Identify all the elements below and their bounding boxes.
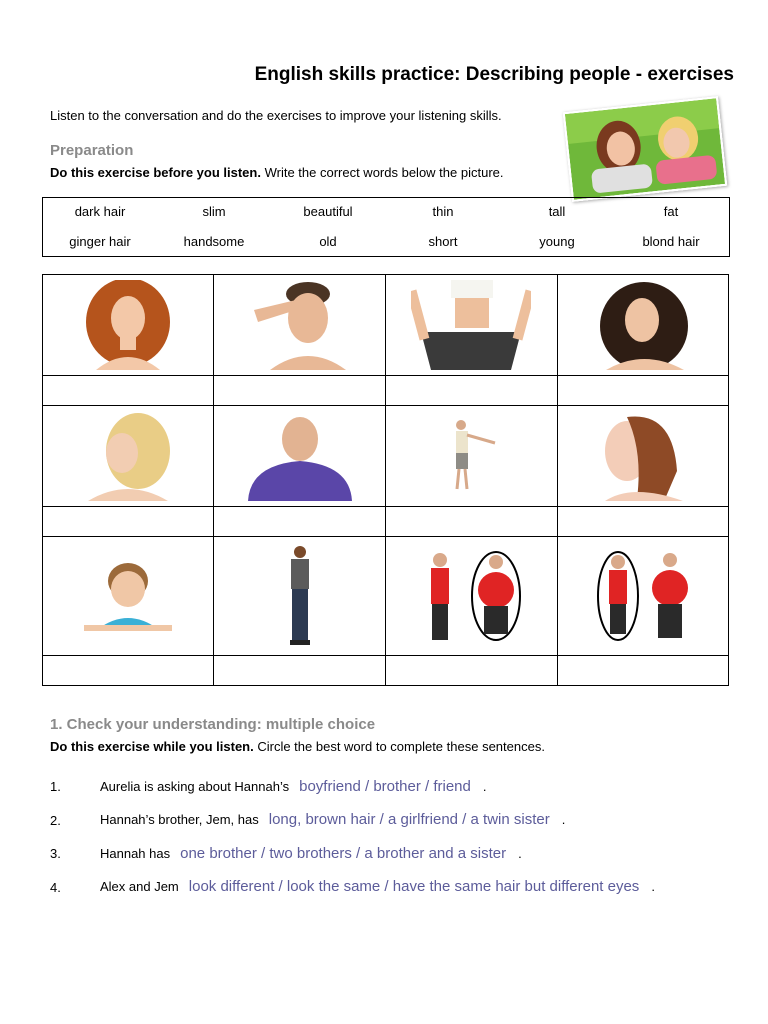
word-bank-item: thin [432,204,454,219]
old-man-image [240,411,360,501]
word-bank-item: dark hair [74,204,126,219]
word-bank-item: ginger hair [69,234,131,249]
intro-text: Listen to the conversation and do the exercises to improve your listening skills. [50,108,502,123]
picture-cell [385,537,557,656]
preparation-instruction-bold: Do this exercise before you listen. [50,165,261,180]
answer-cell[interactable] [214,507,386,537]
question-options[interactable]: one brother / two brothers / a brother and a sister [180,845,507,862]
answer-cell[interactable] [385,507,557,537]
question-end: . [561,812,566,827]
word-bank-item: handsome [183,234,245,249]
beautiful-woman-image [593,411,693,501]
question-number: 4. [50,880,61,895]
answer-cell[interactable] [214,376,386,406]
question-options[interactable]: boyfriend / brother / friend [299,778,471,795]
picture-cell [385,275,557,376]
answer-cell[interactable] [557,376,729,406]
preparation-instruction-rest: Write the correct words below the picture. [260,165,504,180]
answer-cell[interactable] [214,656,386,686]
word-bank-item: slim [202,204,226,219]
word-bank-item: tall [548,204,566,219]
picture-cell [214,275,386,376]
fat-man-mirror-image [416,548,526,644]
question-line [100,845,522,862]
question-text: Hannah has [100,846,171,861]
question-number: 1. [50,779,61,794]
word-bank-item: old [319,234,337,249]
multiple-choice-instruction-bold: Do this exercise while you listen. [50,739,254,754]
picture-cell [43,406,214,507]
multiple-choice-heading: 1. Check your understanding: multiple choice [50,716,376,733]
question-line [100,811,565,828]
answer-cell[interactable] [43,507,214,537]
preparation-heading: Preparation [50,142,134,159]
multiple-choice-instruction [50,739,545,754]
question-number: 2. [50,813,61,828]
picture-cell [557,275,729,376]
short-man-image [431,411,511,501]
preparation-instruction [50,165,504,180]
picture-cell [43,275,214,376]
question-line [100,878,655,895]
multiple-choice-instruction-rest: Circle the best word to complete these sentences. [253,739,545,754]
picture-grid [42,274,729,686]
answer-cell[interactable] [43,376,214,406]
blond-hair-woman-image [78,411,178,501]
picture-cell [214,406,386,507]
word-bank-item: fat [663,204,679,219]
question-number: 3. [50,846,61,861]
page-title: English skills practice: Describing people - exercises [254,64,734,85]
question-options[interactable]: long, brown hair / a girlfriend / a twin sister [268,811,550,828]
answer-cell[interactable] [557,656,729,686]
ginger-hair-woman-image [76,280,180,370]
question-text: Aurelia is asking about Hannah’s [100,779,290,794]
word-bank [42,197,730,257]
young-boy-image [78,551,178,641]
answer-cell[interactable] [385,656,557,686]
question-text: Alex and Jem [100,879,179,894]
dark-hair-woman-image [588,280,698,370]
tall-man-image [270,544,330,648]
question-options[interactable]: look different / look the same / have the same hair but different eyes [188,878,640,895]
question-end: . [518,846,522,861]
question-line [100,778,487,795]
picture-cell [557,537,729,656]
picture-cell [557,406,729,507]
word-bank-item: short [428,234,458,249]
question-end: . [651,879,655,894]
word-bank-item: beautiful [303,204,353,219]
question-text: Hannah’s brother, Jem, has [100,812,259,827]
question-end: . [482,779,487,794]
picture-cell [385,406,557,507]
answer-cell[interactable] [557,507,729,537]
picture-cell [214,537,386,656]
slim-man-mirror-image [588,548,698,644]
answer-cell[interactable] [43,656,214,686]
thin-waist-image [411,280,531,370]
handsome-man-image [250,280,350,370]
answer-cell[interactable] [385,376,557,406]
two-women-photo [563,96,728,202]
word-bank-item: young [539,234,575,249]
word-bank-item: blond hair [642,234,700,249]
picture-cell [43,537,214,656]
